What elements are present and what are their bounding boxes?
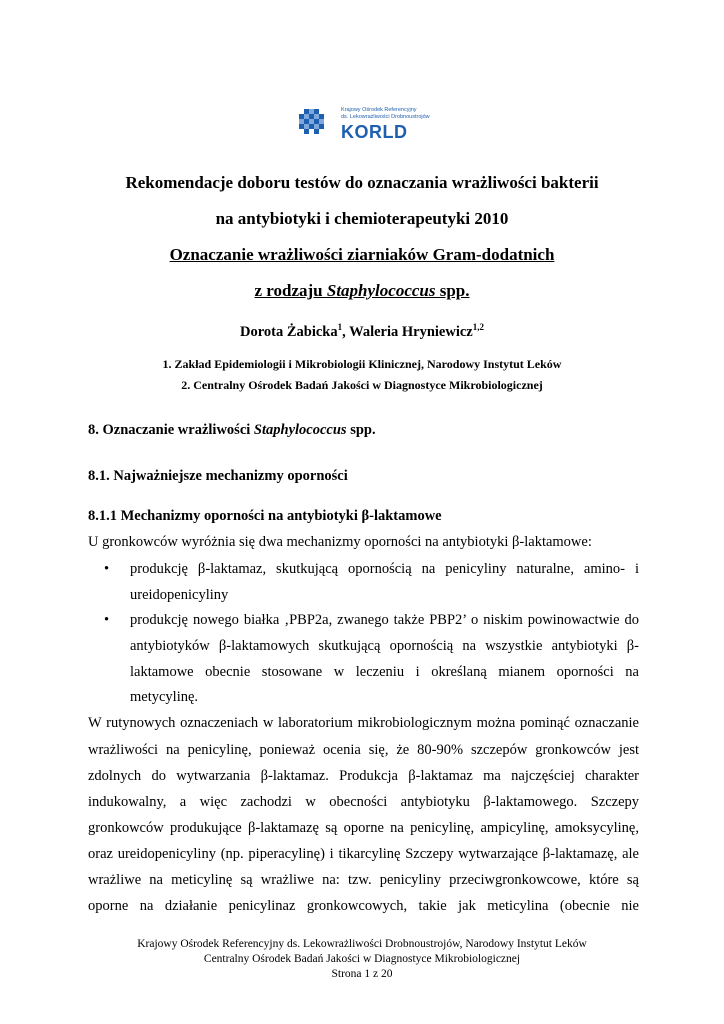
bullet-2-marker: • (104, 612, 110, 628)
logo-caption-line1: Krajowy Ośrodek Referencyjny (341, 107, 417, 113)
paragraph-line: zdolnych do wytwarzania β-laktamaz. Produkcja β-laktamaz ma najczęściej charakter (88, 768, 639, 784)
authors (0, 322, 724, 341)
paragraph-line: oraz ureidopenicyliny (np. piperacylinę) i tikarcylinę Szczepy wytwarzające β-laktamazę, ale (88, 846, 639, 862)
intro-text: U gronkowców wyróżnia się dwa mechanizmy oporności na antybiotyki β-laktamowe: (88, 534, 592, 550)
logo-name: KORLD (341, 122, 408, 142)
author-separator: , (342, 323, 350, 340)
section-8-pre: 8. Oznaczanie wrażliwości (88, 422, 254, 438)
section-8-1-heading: 8.1. Najważniejsze mechanizmy oporności (88, 468, 348, 484)
paragraph-line: gronkowców produkujące β-laktamazę są oporne na penicylinę, ampicylinę, amoksycylinę, (88, 820, 639, 836)
title-line1: Rekomendacje doboru testów do oznaczania wrażliwości bakterii (125, 173, 599, 192)
logo-caption-line2: ds. Lekowrażliwości Drobnoustrojów (341, 114, 430, 120)
subtitle-genus: Staphylococcus (326, 281, 436, 300)
author-1-affiliation: 1 (337, 322, 343, 332)
bullet-1-line: produkcję β-laktamaz, skutkującą opornością na penicyliny naturalne, amino- i (130, 561, 639, 577)
section-8-heading (88, 422, 376, 439)
paragraph-line: wrażliwości na penicylinę, ponieważ ocenia się, że 80-90% szczepów gronkowców jest (88, 742, 639, 758)
title-line2: na antybiotyki i chemioterapeutyki 2010 (215, 209, 509, 228)
section-8-genus: Staphylococcus (253, 422, 347, 438)
affiliation-1: 1. Zakład Epidemiologii i Mikrobiologii Klinicznej, Narodowy Instytut Leków (162, 357, 562, 371)
paragraph-line: oporne na działanie penicylinaz gronkowcowych, takie jak meticylina (obecnie nie (88, 898, 639, 914)
footer-line-1: Krajowy Ośrodek Referencyjny ds. Lekowrażliwości Drobnoustrojów, Narodowy Instytut Leków (137, 938, 587, 950)
bullet-1-marker: • (104, 561, 110, 577)
korld-logo-mark (283, 87, 339, 151)
section-8-1-1-heading: 8.1.1 Mechanizmy oporności na antybiotyki β-laktamowe (88, 508, 442, 524)
bullet-2-line: antybiotyków β-laktamowych skutkującą opornością na wszystkie antybiotyki β- (130, 638, 639, 654)
subtitle-post: spp. (435, 281, 470, 300)
paragraph-line: indukowalny, a więc zachodzi w obecności antybiotyku β-laktamowego. Szczepy (88, 794, 639, 810)
subtitle-line1: Oznaczanie wrażliwości ziarniaków Gram-dodatnich (169, 245, 555, 264)
affiliation-2: 2. Centralny Ośrodek Badań Jakości w Diagnostyce Mikrobiologicznej (181, 378, 543, 392)
bullet-1-line: ureidopenicyliny (130, 587, 229, 603)
author-1: Dorota Żabicka (240, 323, 338, 340)
footer-line-2: Centralny Ośrodek Badań Jakości w Diagnostyce Mikrobiologicznej (203, 953, 521, 965)
paragraph-line: wrażliwe na meticylinę są wrażliwe na: tzw. penicyliny przeciwgronkowcowe, które są (88, 872, 639, 888)
section-8-post: spp. (346, 422, 376, 438)
paragraph-line: W rutynowych oznaczeniach w laboratorium mikrobiologicznym można pominąć oznaczanie (88, 715, 639, 731)
author-2-affiliation: 1,2 (472, 322, 484, 332)
logo-caption (341, 107, 430, 121)
korld-logo (283, 87, 439, 151)
bullet-2-line: metycylinę. (130, 689, 199, 705)
subtitle-line2 (0, 281, 724, 301)
bullet-2-line: produkcję nowego białka ‚PBP2a, zwanego także PBP2’ o niskim powinowactwie do (130, 612, 639, 628)
author-2: Waleria Hryniewicz (349, 323, 473, 340)
page-number: Strona 1 z 20 (331, 968, 393, 980)
subtitle-pre: z rodzaju (254, 281, 327, 300)
bullet-2-line: laktamowe obecnie stosowane w leczeniu i określaną mianem oporności na (130, 664, 639, 680)
